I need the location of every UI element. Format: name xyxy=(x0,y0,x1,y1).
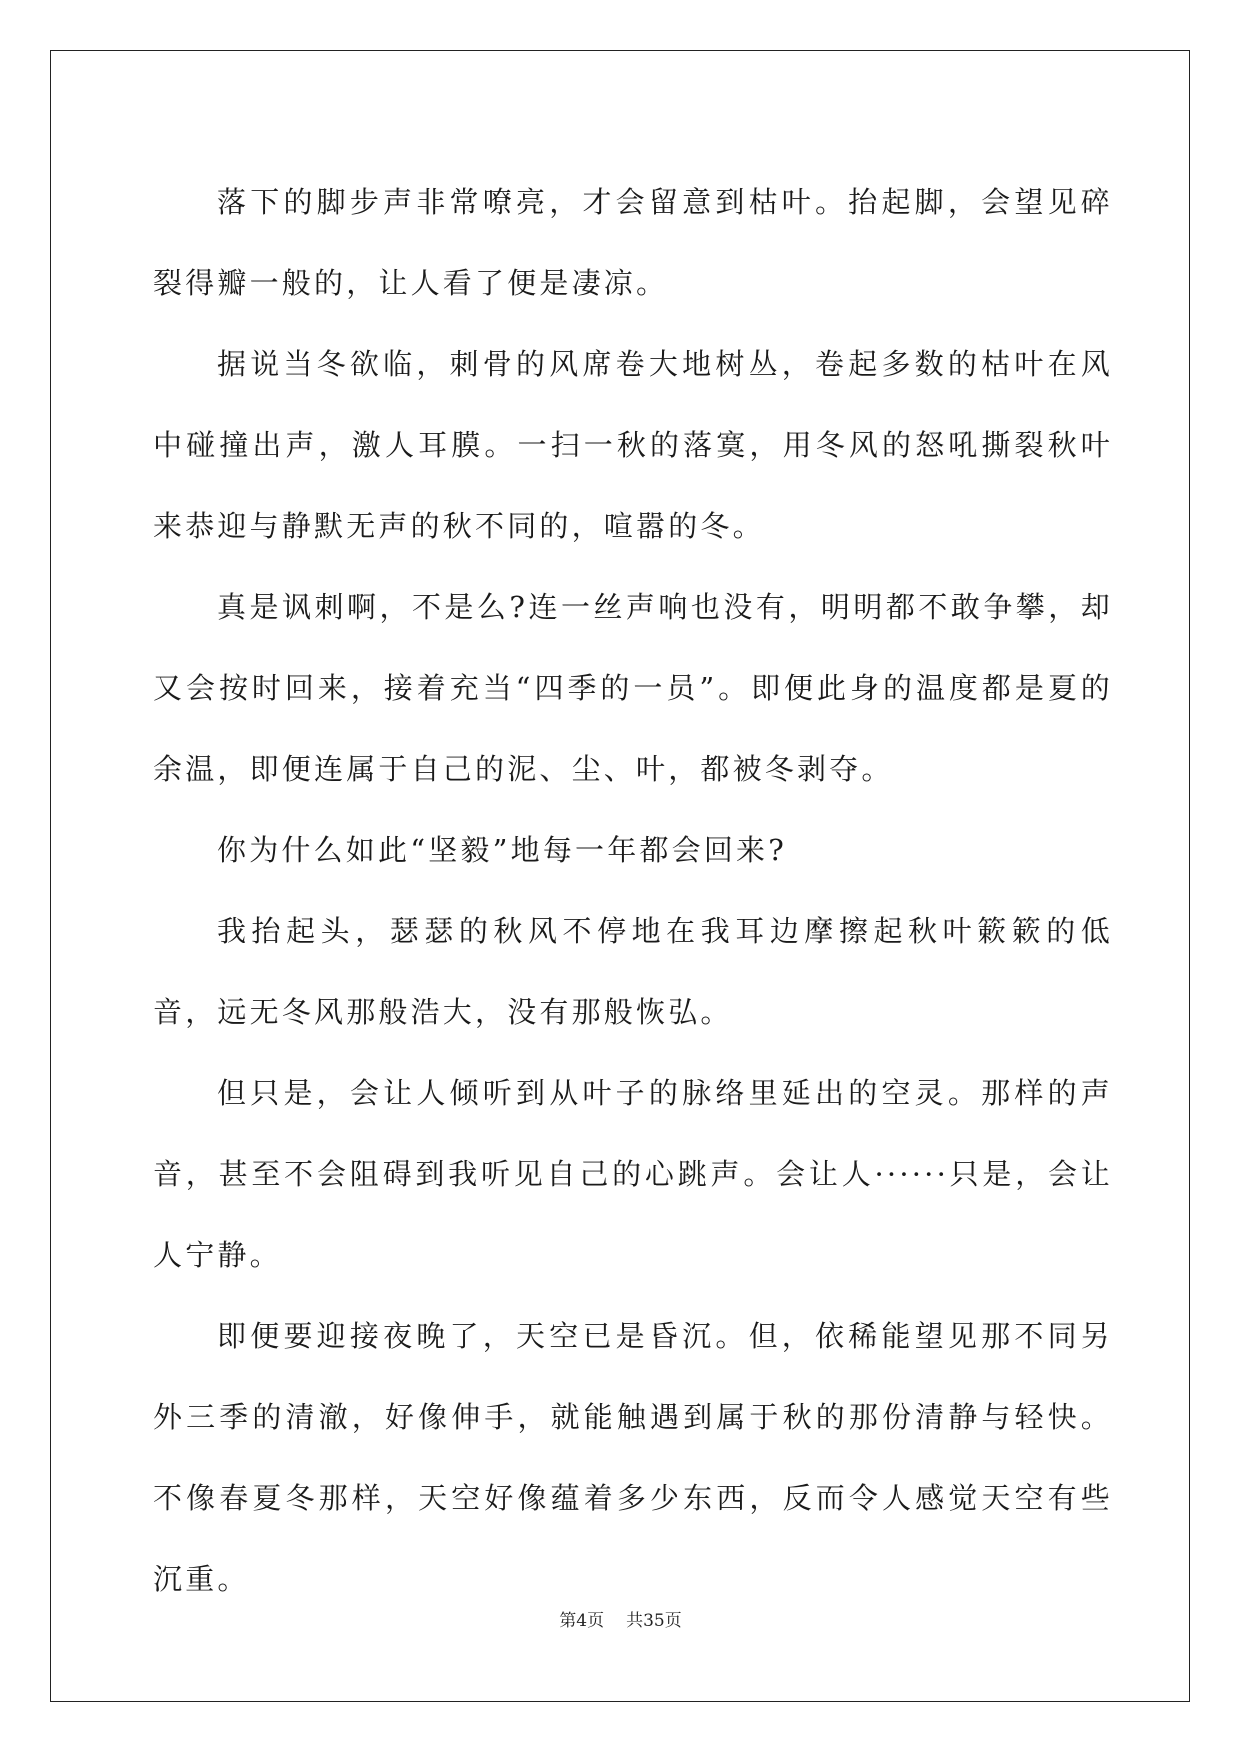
document-body xyxy=(153,162,1113,1620)
paragraph: 落下的脚步声非常嘹亮，才会留意到枯叶。抬起脚，会望见碎裂得瓣一般的，让人看了便是凄凉。 xyxy=(153,185,1113,300)
paragraph: 但只是，会让人倾听到从叶子的脉络里延出的空灵。那样的声音，甚至不会阻碍到我听见自己的心跳声。会让人······只是，会让人宁静。 xyxy=(153,1076,1113,1272)
paragraph: 我抬起头，瑟瑟的秋风不停地在我耳边摩擦起秋叶簌簌的低音，远无冬风那般浩大，没有那般恢弘。 xyxy=(153,914,1113,1029)
paragraph: 即便要迎接夜晚了，天空已是昏沉。但，依稀能望见那不同另外三季的清澈，好像伸手，就能触遇到属于秋的那份清静与轻快。不像春夏冬那样，天空好像蕴着多少东西，反而令人感觉天空有些沉重。 xyxy=(153,1319,1113,1596)
paragraph: 据说当冬欲临，刺骨的风席卷大地树丛，卷起多数的枯叶在风中碰撞出声，激人耳膜。一扫一秋的落寞，用冬风的怒吼撕裂秋叶来恭迎与静默无声的秋不同的，喧嚣的冬。 xyxy=(153,347,1113,543)
paragraph: 你为什么如此“坚毅”地每一年都会回来? xyxy=(217,833,787,867)
paragraph: 真是讽刺啊，不是么?连一丝声响也没有，明明都不敢争攀，却又会按时回来，接着充当“四季的一员”。即便此身的温度都是夏的余温，即便连属于自己的泥、尘、叶，都被冬剥夺。 xyxy=(153,590,1113,786)
page-number: 第4页 xyxy=(559,1611,605,1631)
page-footer xyxy=(0,1606,1241,1631)
page-total: 共35页 xyxy=(626,1611,682,1631)
